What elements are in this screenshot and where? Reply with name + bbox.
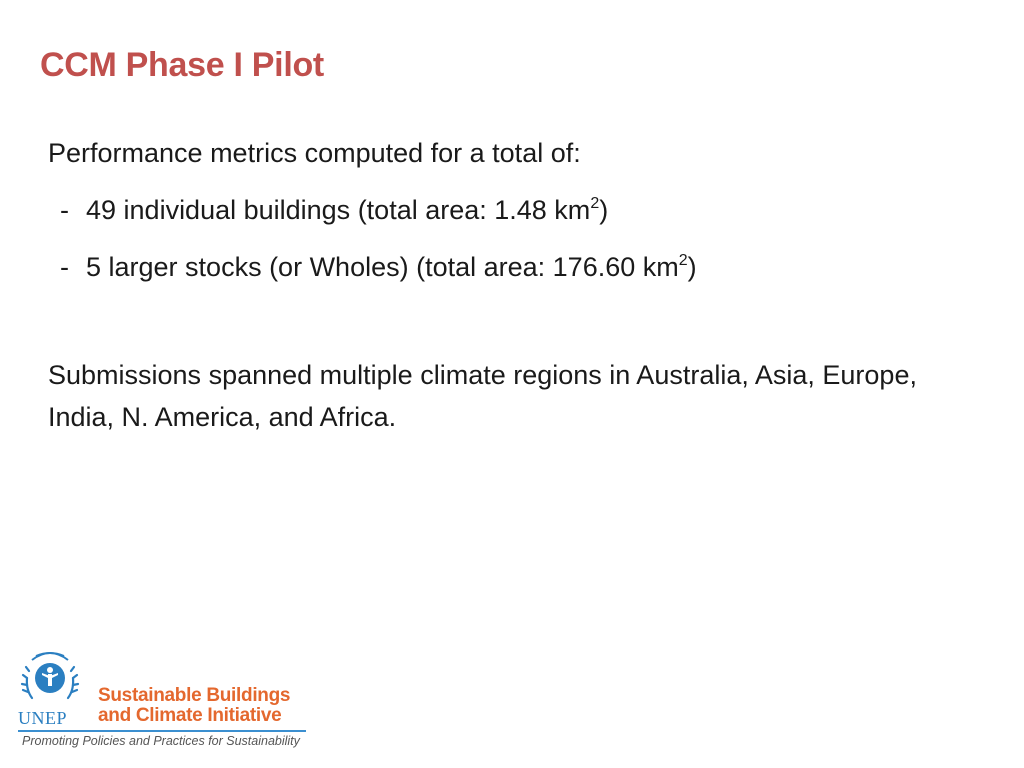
bullet-item-buildings (60, 193, 988, 228)
bullet-suffix: ) (599, 195, 609, 226)
logo-tagline: Promoting Policies and Practices for Sustainability (22, 734, 300, 748)
bullet-text: 49 individual buildings (total area: 1.48 km (86, 195, 591, 226)
bullet-text: 5 larger stocks (or Wholes) (total area: 176.60 km (86, 252, 679, 283)
slide-title: CCM Phase I Pilot (40, 46, 324, 84)
slide-body (48, 136, 988, 439)
superscript: 2 (590, 195, 600, 213)
intro-text: Performance metrics computed for a total of: (48, 138, 581, 168)
initiative-line-2: and Climate Initiative (98, 705, 282, 726)
logo-divider (18, 730, 306, 732)
superscript: 2 (678, 252, 688, 270)
unep-acronym: UNEP (18, 708, 68, 728)
closing-text: Submissions spanned multiple climate regions in Australia, Asia, Europe, India, N. America, and Africa. (48, 360, 917, 433)
bullet-marker: - (60, 252, 69, 283)
bullet-list (48, 193, 988, 285)
bullet-marker: - (60, 195, 69, 226)
bullet-item-stocks (60, 250, 988, 285)
initiative-name (98, 686, 290, 726)
bullet-suffix: ) (687, 252, 697, 283)
unep-sbci-logo (16, 648, 316, 752)
unep-emblem-icon (18, 648, 82, 712)
initiative-line-1: Sustainable Buildings (98, 685, 291, 706)
